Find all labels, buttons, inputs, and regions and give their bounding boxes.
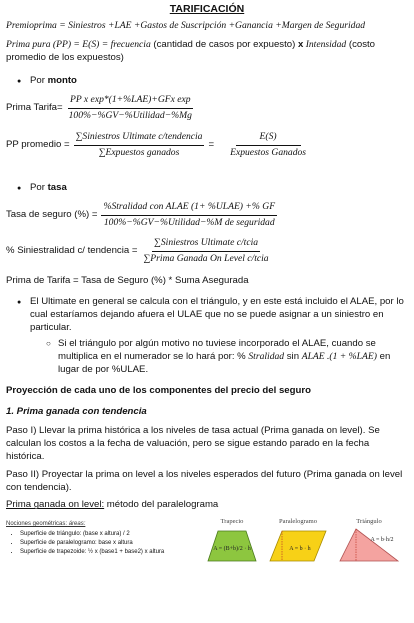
sub-bullet-pre: Si el triángulo por algún motivo no tuviese incorporado el ALAE, cuando se multiplica en el numerador se lo hará por: % bbox=[58, 338, 376, 363]
prima-ganada-on-level-rest: método del paralelograma bbox=[104, 499, 219, 511]
bullet-tasa bbox=[6, 182, 408, 195]
heading-proyeccion: Proyección de cada uno de los componentes del precio del seguro bbox=[6, 384, 311, 396]
prima-ganada-on-level-label: Prima ganada on level: bbox=[6, 499, 105, 511]
prima-pura-text2: (costo bbox=[346, 39, 375, 51]
pp-promedio-label: PP promedio = bbox=[6, 138, 70, 150]
tasa-label: Tasa de seguro (%) = bbox=[6, 208, 98, 220]
prima-ganada-on-level bbox=[6, 499, 408, 512]
siniestralidad-label: % Siniestralidad c/ tendencia = bbox=[6, 245, 138, 257]
document-page bbox=[0, 2, 414, 623]
prima-tarifa-fraction bbox=[67, 94, 194, 123]
trapecio-formula: A = (B+b)/2 · h bbox=[213, 546, 251, 553]
sub-bullet-alae: ALAE bbox=[301, 351, 325, 363]
triangulo-figure bbox=[336, 518, 402, 572]
trapecio-shape bbox=[206, 527, 258, 567]
prima-pura-math: Prima pura (PP) = E(S) = frecuencia bbox=[6, 39, 151, 51]
geometry-figure bbox=[6, 518, 408, 588]
bullet-tasa-pre: Por bbox=[30, 181, 48, 193]
siniestralidad-fraction bbox=[141, 237, 270, 266]
prima-tarifa-formula bbox=[6, 94, 408, 123]
triangulo-shape bbox=[336, 527, 402, 567]
sub-bullet-factor: .(1 + %LAE) bbox=[324, 351, 377, 363]
triangulo-formula: A = b·h/2 bbox=[370, 537, 394, 544]
pp-promedio-fraction bbox=[74, 131, 205, 160]
prima-pura-x: x bbox=[297, 39, 304, 51]
geometry-item-trapezoide: • Superficie de trapezoide: ½ x (base1 + base2) x altura bbox=[20, 548, 164, 557]
prima-pura-paragraph bbox=[6, 39, 408, 65]
pp-promedio-denominator-2: Expuestos Ganados bbox=[230, 146, 307, 158]
tasa-denominator: 100%−%GV−%Utilidad−%M de seguridad bbox=[103, 216, 275, 228]
prima-de-tarifa-line: Prima de Tarifa = Tasa de Seguro (%) * Suma Asegurada bbox=[6, 275, 249, 287]
sub-bullet-post: en lugar de por %ULAE. bbox=[58, 351, 391, 375]
pp-promedio-numerator: ∑Siniestros Ultimate c/tendencia bbox=[74, 131, 205, 146]
trapecio-figure bbox=[206, 518, 258, 572]
prima-tarifa-numerator: PP x exp*(1+%LAE)+GFx exp bbox=[68, 94, 193, 109]
geometry-notes bbox=[6, 520, 164, 557]
pp-promedio-equals: = bbox=[208, 138, 215, 150]
bullet-monto bbox=[6, 75, 408, 88]
paralelogramo-figure bbox=[268, 518, 328, 572]
trapecio-label: Trapecio bbox=[220, 518, 244, 526]
tasa-fraction bbox=[101, 201, 277, 230]
sub-bullet-stralidad: Stralidad bbox=[248, 351, 285, 363]
bullet-monto-bold: monto bbox=[47, 74, 77, 86]
geometry-heading bbox=[6, 520, 164, 529]
bullet-tasa-bold: tasa bbox=[47, 181, 67, 193]
prima-pura-intensidad: Intensidad bbox=[303, 39, 347, 51]
tasa-numerator: %Stralidad con ALAE (1+ %ULAE) +% GF bbox=[101, 201, 277, 216]
siniestralidad-denominator: ∑Prima Ganada On Level c/tcia bbox=[143, 253, 269, 265]
prima-pura-text: (cantidad de casos por expuesto) bbox=[150, 39, 298, 51]
premio-formula: Premioprima = Siniestros +LAE +Gastos de Suscripción +Ganancia +Margen de Seguridad bbox=[6, 20, 366, 32]
siniestralidad-formula bbox=[6, 237, 408, 266]
pp-promedio-denominator: ∑Expuestos ganados bbox=[98, 146, 180, 158]
pp-promedio-fraction-2 bbox=[228, 131, 308, 160]
geometry-heading-areas: áreas: bbox=[67, 521, 86, 528]
paso-1: Paso I) Llevar la prima histórica a los niveles de tasa actual (Prima ganada on level). Se calculan los costos a la fecha de valuación, pero se sigue estando parado en la fecha histórica. bbox=[6, 424, 380, 462]
bullet-ultimate: ● El Ultimate en general se calcula con el triángulo, y en este está incluido el ALAE, por lo cual estaríamos dejando afuera el ULAE que no se puede asignar a un siniestro en particular. bbox=[6, 296, 408, 335]
sub-bullet-alae bbox=[6, 338, 408, 377]
siniestralidad-numerator: ∑Siniestros Ultimate c/tcia bbox=[152, 237, 260, 252]
paralelogramo-formula: A = b · h bbox=[289, 546, 311, 553]
tasa-formula bbox=[6, 201, 408, 230]
paso-2: Paso II) Proyectar la prima on level a los niveles esperados del futuro (Prima ganada on level con tendencia). bbox=[6, 468, 403, 493]
geometry-heading-text: Nociones geométricas: bbox=[6, 521, 68, 528]
bullet-monto-pre: Por bbox=[30, 74, 48, 86]
heading-prima-ganada: 1. Prima ganada con tendencia bbox=[6, 405, 147, 417]
page-title: TARIFICACIÓN bbox=[169, 3, 245, 15]
pp-promedio-formula bbox=[6, 131, 408, 160]
geometry-item-paralelogramo: • Superficie de paralelogramo: base x altura bbox=[20, 539, 164, 548]
prima-tarifa-label: Prima Tarifa= bbox=[6, 101, 63, 113]
paralelogramo-shape bbox=[268, 527, 328, 567]
prima-pura-line2: promedio de los expuestos) bbox=[6, 52, 124, 64]
sub-bullet-mid: sin bbox=[284, 351, 302, 363]
geometry-item-triangulo: • Superficie de triángulo: (base x altura) / 2 bbox=[20, 530, 164, 539]
pp-promedio-numerator-2: E(S) bbox=[236, 131, 301, 146]
triangulo-label: Triángulo bbox=[356, 518, 382, 526]
paralelogramo-label: Paralelogramo bbox=[279, 518, 317, 526]
prima-tarifa-denominator: 100%−%GV−%Utilidad−%Mg bbox=[68, 109, 192, 121]
